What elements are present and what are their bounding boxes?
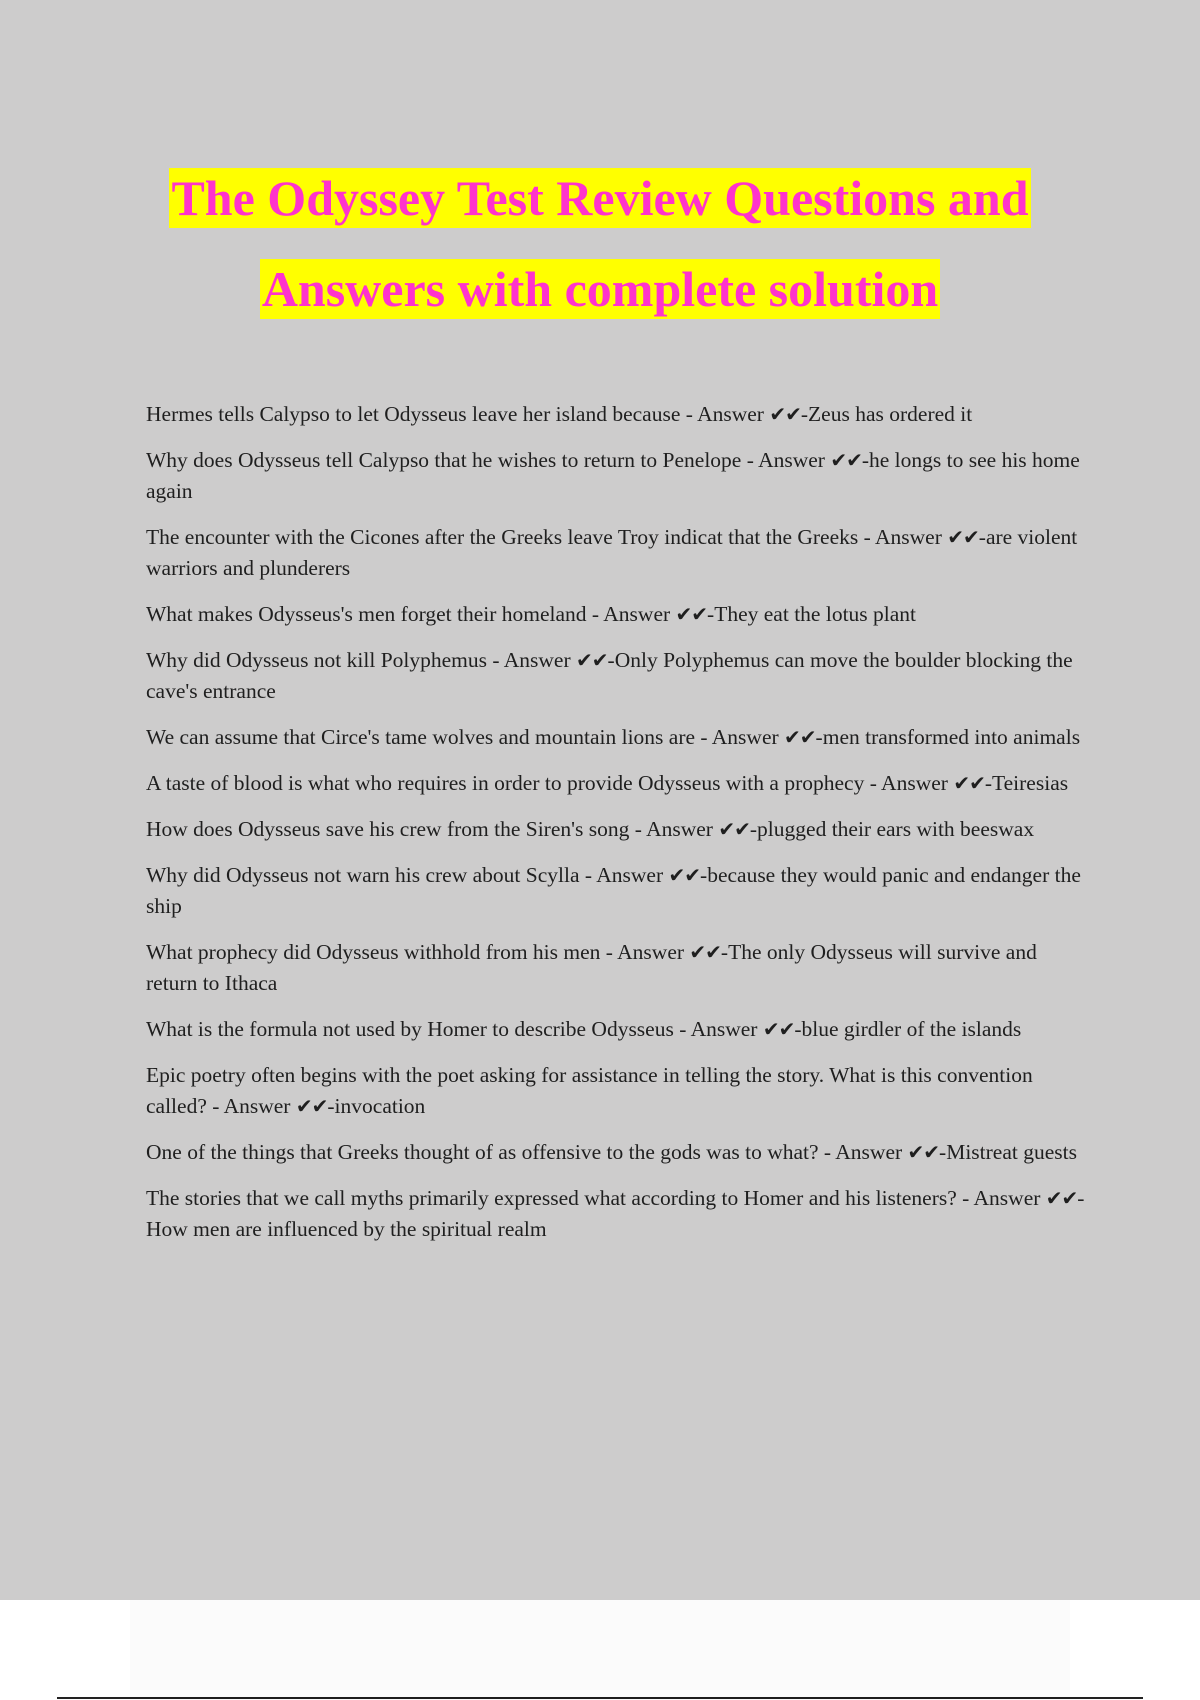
answer-prefix: -: [984, 771, 992, 795]
double-check-icon: ✔✔: [668, 863, 701, 887]
qa-list: [146, 399, 1086, 1260]
answer-prefix: -: [327, 1094, 335, 1118]
qa-item: [146, 722, 1086, 753]
double-check-icon: ✔✔: [576, 648, 608, 672]
answer-label: - Answer: [695, 725, 785, 749]
qa-item: [146, 860, 1086, 922]
page-footer: [130, 1600, 1070, 1690]
answer-text: invocation: [334, 1094, 426, 1118]
qa-item: [146, 1014, 1086, 1045]
document-title: [0, 168, 1200, 319]
question-text: Why did Odysseus not kill Polyphemus: [146, 648, 488, 672]
answer-label: - Answer: [586, 602, 676, 626]
answer-label: - Answer: [629, 817, 719, 841]
title-line-2: Answers with complete solution: [261, 261, 939, 317]
title-line-1: The Odyssey Test Review Questions and: [171, 170, 1029, 226]
answer-label: - Answer: [680, 402, 770, 426]
answer-prefix: -: [720, 940, 729, 964]
question-text: Why does Odysseus tell Calypso that he wishes to return to Penelope: [146, 448, 742, 472]
double-check-icon: ✔✔: [762, 1017, 795, 1041]
qa-item: [146, 645, 1086, 707]
double-check-icon: ✔✔: [830, 448, 862, 472]
qa-item: [146, 522, 1086, 584]
double-check-icon: ✔✔: [675, 602, 708, 626]
answer-prefix: -: [707, 602, 715, 626]
question-text: What makes Odysseus's men forget their homeland: [146, 602, 587, 626]
answer-text: They eat the lotus plant: [714, 602, 917, 626]
answer-label: - Answer: [206, 1094, 296, 1118]
answer-prefix: -: [815, 725, 823, 749]
answer-label: - Answer: [741, 448, 831, 472]
answer-prefix: -: [794, 1017, 802, 1041]
answer-prefix: -: [939, 1140, 947, 1164]
question-text: The encounter with the Cicones after the Greeks leave Troy indicat that the Greeks: [146, 525, 859, 549]
answer-text: plugged their ears with beeswax: [757, 817, 1035, 841]
answer-label: - Answer: [487, 648, 577, 672]
answer-label: - Answer: [864, 771, 954, 795]
answer-label: - Answer: [600, 940, 690, 964]
question-text: One of the things that Greeks thought of as offensive to the gods was to what?: [146, 1140, 819, 1164]
double-check-icon: ✔✔: [947, 525, 979, 549]
answer-prefix: -: [700, 863, 708, 887]
double-check-icon: ✔✔: [295, 1094, 328, 1118]
answer-label: - Answer: [673, 1017, 763, 1041]
double-check-icon: ✔✔: [718, 817, 750, 841]
question-text: What prophecy did Odysseus withhold from his men: [146, 940, 601, 964]
question-text: We can assume that Circe's tame wolves and mountain lions are: [146, 725, 696, 749]
answer-text: How men are influenced by the spiritual realm: [146, 1217, 547, 1241]
double-check-icon: ✔✔: [1045, 1186, 1078, 1210]
answer-label: - Answer: [818, 1140, 908, 1164]
footer-divider: [57, 1697, 1143, 1699]
answer-text: men transformed into animals: [822, 725, 1081, 749]
answer-label: - Answer: [858, 525, 948, 549]
qa-item: [146, 937, 1086, 999]
answer-prefix: -: [861, 448, 870, 472]
double-check-icon: ✔✔: [689, 940, 721, 964]
answer-text: because they would panic and endanger the ship: [146, 863, 1081, 918]
question-text: Hermes tells Calypso to let Odysseus leave her island because: [146, 402, 681, 426]
answer-text: Zeus has ordered it: [808, 402, 973, 426]
qa-item: [146, 399, 1086, 430]
answer-prefix: -: [978, 525, 986, 549]
double-check-icon: ✔✔: [907, 1140, 940, 1164]
answer-text: The only Odysseus will survive and return to Ithaca: [146, 940, 1037, 995]
answer-prefix: -: [749, 817, 758, 841]
qa-item: [146, 768, 1086, 799]
answer-label: - Answer: [956, 1186, 1046, 1210]
answer-text: Only Polyphemus can move the boulder blocking the cave's entrance: [146, 648, 1073, 703]
question-text: Epic poetry often begins with the poet asking for assistance in telling the story. What is this convention called?: [146, 1063, 1033, 1118]
question-text: The stories that we call myths primarily expressed what according to Homer and his listeners?: [146, 1186, 957, 1210]
question-text: A taste of blood is what who requires in order to provide Odysseus with a prophecy: [146, 771, 865, 795]
answer-prefix: -: [800, 402, 809, 426]
answer-text: Mistreat guests: [946, 1140, 1077, 1164]
double-check-icon: ✔✔: [953, 771, 985, 795]
answer-label: - Answer: [579, 863, 669, 887]
answer-text: are violent warriors and plunderers: [146, 525, 1078, 580]
answer-text: Teiresias: [992, 771, 1069, 795]
qa-item: [146, 1137, 1086, 1168]
qa-item: [146, 445, 1086, 507]
qa-item: [146, 1060, 1086, 1122]
question-text: What is the formula not used by Homer to describe Odysseus: [146, 1017, 674, 1041]
qa-item: [146, 814, 1086, 845]
answer-text: blue girdler of the islands: [801, 1017, 1022, 1041]
question-text: How does Odysseus save his crew from the Siren's song: [146, 817, 630, 841]
question-text: Why did Odysseus not warn his crew about Scylla: [146, 863, 580, 887]
qa-item: [146, 1183, 1086, 1245]
double-check-icon: ✔✔: [769, 402, 801, 426]
answer-prefix: -: [1077, 1186, 1085, 1210]
qa-item: [146, 599, 1086, 630]
answer-text: he longs to see his home again: [146, 448, 1080, 503]
answer-prefix: -: [607, 648, 615, 672]
double-check-icon: ✔✔: [784, 725, 816, 749]
